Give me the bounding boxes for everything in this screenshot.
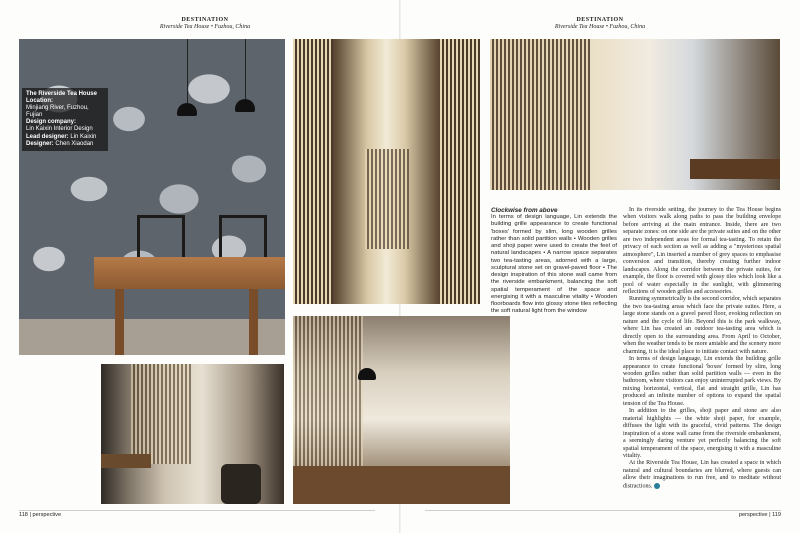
body-paragraph: Running symmetrically is the second corridor, which separates the two tea-tasting areas which face the private suites. Here, a large stone stands on a gravel paved floor, evoking reflection on nature and the cycle of life. Beyond this is the park walkway, where Lin has created an outdoor tea-tasting area which is directly open to the surrounding area. From April to October, when the weather tends to be more amiable and the scenery more charming, it is the ideal place to initiate contact with nature.: [623, 296, 781, 355]
location-value: Minjiang River, Fuzhou, Fujian: [26, 105, 89, 119]
body-paragraph: At the Riverside Tea House, Lin has created a space in which natural and cultural boundaries are blurred, where guests can allow their imaginations to run free, and to meditate without distractions.: [623, 460, 781, 490]
running-head-left: [150, 17, 260, 31]
table-leg: [115, 289, 124, 355]
wooden-grille: [440, 39, 480, 304]
running-head-right: [545, 17, 655, 31]
photo-grille-gallery: [490, 39, 780, 190]
running-head-subtitle: Riverside Tea House • Fuzhou, China: [159, 24, 251, 30]
running-head-kicker: DESTINATION: [576, 17, 624, 23]
photo-stone-wall-tea-room: [19, 39, 285, 355]
chair: [219, 215, 267, 259]
footer-left: 118 | perspective: [19, 512, 62, 518]
caption-title: Clockwise from above: [491, 207, 558, 214]
wooden-table: [690, 159, 780, 179]
wooden-grille: [365, 149, 409, 249]
designer-value: Chen Xiaodan: [55, 140, 94, 147]
wooden-grille: [490, 39, 590, 190]
chair: [221, 464, 261, 504]
lamp-cord: [245, 39, 246, 99]
caption-text: In terms of design language, Lin extends the building grille appearance to create functional 'boxes' formed by slim, long wooden grilles rather than solid partition walls • Wooden grilles and shoji paper were used to create the feel of natural landscapes • A narrow space separates two tea-tasting areas, adorned with a large, sculptural stone set on gravel-paved floor • The design inspiration of this stone wall came from the riverside embankment, balancing the soft spatial temperament of the space and energising it with a masculine vitality • Wooden floorboards flow into glossy stone tiles reflecting the soft natural light from the window: [491, 214, 617, 315]
wooden-grille: [293, 39, 333, 304]
body-paragraph: In its riverside setting, the journey to the Tea House begins when visitors walk along paths to pass the building envelope before arriving at the main entrance. Inside, there are two separate zones: on one side are the private suites and on the other are two independent areas for formal tea-tasting. To retain the privacy of each section as well as adding a "mysterious spatial atmosphere", Lin inserted a number of grey spaces to emphasise conversion and transition, thereby creating further indoor landscapes. Along the corridor between the private suites, for example, the floor is covered with glossy tiles which look like a pool of water especially in the sunlight, with glimmering reflections of wooden grilles and accessories.: [623, 207, 781, 295]
project-info-box: [22, 88, 108, 151]
company-label: Design company:: [26, 119, 77, 126]
pendant-lamp-icon: [358, 368, 376, 380]
wooden-table: [101, 454, 151, 468]
article-body: [623, 207, 781, 491]
lamp-cord: [187, 39, 188, 103]
running-head-kicker: DESTINATION: [181, 17, 229, 23]
end-mark-icon: [654, 483, 660, 489]
footer-rule: [19, 510, 375, 511]
running-head-subtitle: Riverside Tea House • Fuzhou, China: [554, 24, 646, 30]
photo-floor: [19, 319, 285, 355]
body-paragraph: In addition to the grilles, shoji paper and stone are also material highlights — the white shoji paper, for example, diffuses the light with its graceful, vivid patterns. The design inspiration of a stone wall came from the riverside embankment, a seemingly daring venture yet perfectly balancing the soft spatial temperament of the space, energising it with a masculine vitality.: [623, 408, 781, 459]
project-title: The Riverside Tea House: [26, 91, 97, 97]
photo-tea-room: [293, 316, 510, 504]
photo-corridor: [293, 39, 480, 304]
chair: [137, 215, 185, 259]
company-value: Lin Kaixin Interior Design: [26, 126, 93, 133]
pendant-lamp-icon: [235, 99, 255, 112]
lead-designer-value: Lin Kaixin: [70, 133, 97, 140]
pendant-lamp-icon: [177, 103, 197, 116]
lead-designer-label: Lead designer:: [26, 133, 69, 140]
body-paragraph: In terms of design language, Lin extends the building grille appearance to create functional 'boxes' formed by slim, long wooden grilles rather than solid partition walls — even in the bathroom, where visitors can enjoy uninterrupted park views. By mixing horizontal, vertical, flat and straight grille, Lin has produced an infinite number of options to expand the spatial tension of the Tea House.: [623, 356, 781, 407]
footer-rule: [425, 510, 781, 511]
footer-right: perspective | 119: [738, 512, 781, 518]
photo-lounge: [101, 364, 284, 504]
designer-label: Designer:: [26, 140, 54, 147]
table-leg: [249, 289, 258, 355]
wooden-table: [293, 466, 510, 504]
wooden-table: [94, 257, 285, 289]
wooden-grille: [131, 364, 191, 464]
location-label: Location:: [26, 98, 53, 105]
